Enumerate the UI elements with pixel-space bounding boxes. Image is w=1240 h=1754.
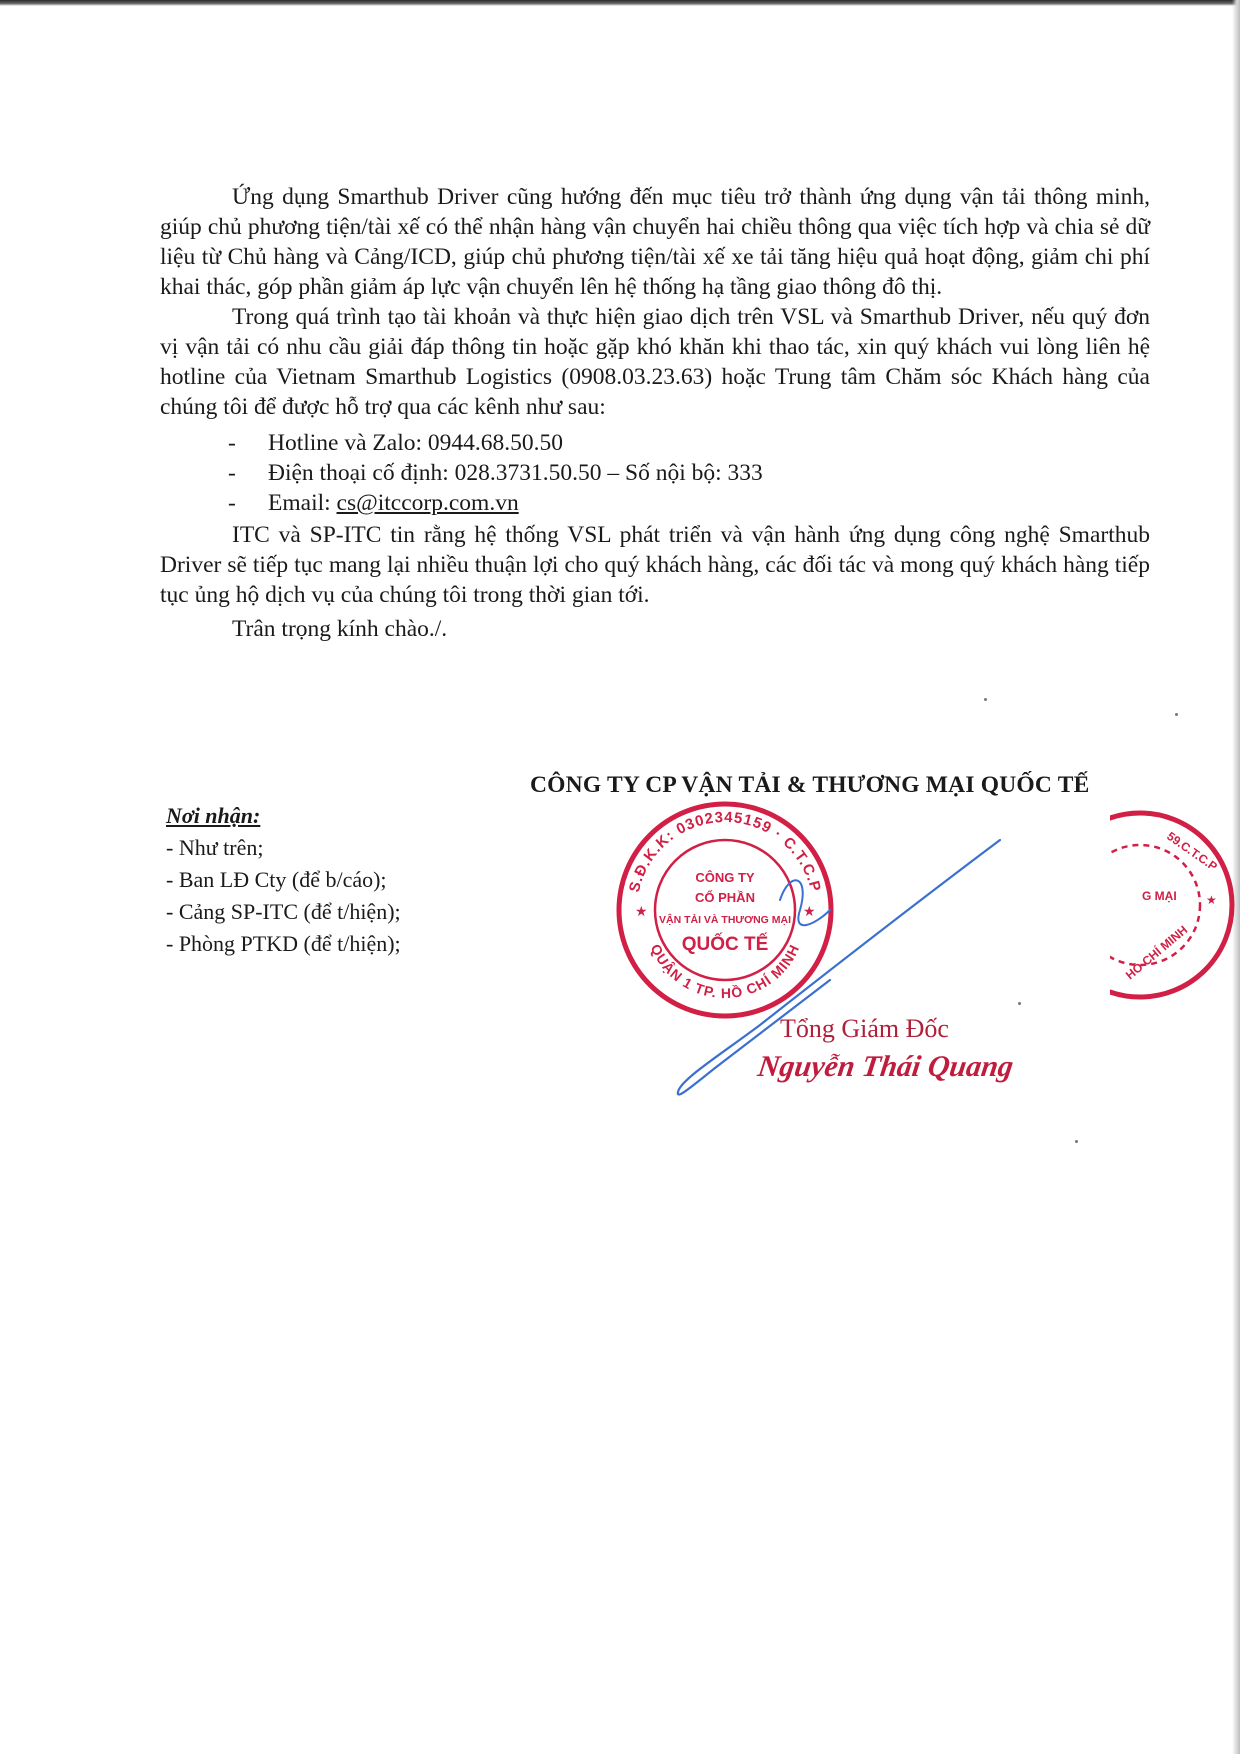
contact-list (160, 428, 1150, 518)
recipients-heading: Nơi nhận: (166, 803, 261, 828)
recipient-item: - Phòng PTKD (để t/hiện); (166, 931, 401, 956)
paragraph-smarthub-goal: Ứng dụng Smarthub Driver cũng hướng đến mục tiêu trở thành ứng dụng vận tải thông minh, giúp chủ phương tiện/tài xế có thể nhận hàng vận chuyển hai chiều thông qua việc tích hợp và chia sẻ dữ liệu từ Chủ hàng và Cảng/ICD, giúp chủ phương tiện/tài xế xe tải tăng hiệu quả hoạt động, giảm chi phí khai thác, góp phần giảm áp lực vận chuyển lên hệ thống hạ tầng giao thông đô thị. (160, 184, 1150, 300)
email-link[interactable]: cs@itccorp.com.vn (336, 490, 519, 516)
scan-speck (1075, 1140, 1078, 1143)
scan-speck (984, 698, 987, 701)
svg-text:★: ★ (1206, 893, 1217, 907)
company-name: CÔNG TY CP VẬN TẢI & THƯƠNG MẠI QUỐC TẾ (530, 772, 1090, 798)
partial-seal (1110, 800, 1240, 1000)
contact-phone: - Điện thoại cố định: 028.3731.50.50 – Số nội bộ: 333 (228, 460, 763, 486)
recipients-block (166, 800, 401, 960)
svg-text:CỔ PHẦN: CỔ PHẦN (695, 890, 755, 905)
recipient-item: - Cảng SP-ITC (để t/hiện); (166, 899, 401, 924)
paragraph-closing-statement: ITC và SP-ITC tin rằng hệ thống VSL phát triển và vận hành ứng dụng công nghệ Smarthub Driver sẽ tiếp tục mang lại nhiều thuận lợi cho quý khách hàng, các đối tác và mong quý khách hàng tiếp tục ủng hộ dịch vụ của chúng tôi trong thời gian tới. (160, 522, 1150, 608)
contact-email: - Email: cs@itccorp.com.vn (228, 490, 519, 516)
recipient-item: - Ban LĐ Cty (để b/cáo); (166, 867, 387, 892)
svg-text:QUỐC TẾ: QUỐC TẾ (681, 934, 769, 955)
svg-text:★: ★ (635, 904, 648, 920)
letter-body (160, 182, 1150, 644)
scan-speck (1175, 713, 1178, 716)
scan-edge-top (0, 0, 1240, 6)
paragraph-support-info: Trong quá trình tạo tài khoản và thực hiện giao dịch trên VSL và Smarthub Driver, nếu quý đơn vị vận tải có nhu cầu giải đáp thông tin hoặc gặp khó khăn khi thao tác, xin quý khách vui lòng liên hệ hotline của Vietnam Smarthub Logistics (0908.03.23.63) hoặc Trung tâm Chăm sóc Khách hàng của chúng tôi để được hỗ trợ qua các kênh như sau: (160, 304, 1150, 420)
svg-text:CÔNG TY: CÔNG TY (695, 870, 755, 885)
signer-name: Nguyễn Thái Quang (755, 1050, 1016, 1083)
svg-text:QUẬN 1 TP. HỒ CHÍ MINH: QUẬN 1 TP. HỒ CHÍ MINH (647, 941, 803, 1002)
scan-speck (1018, 1002, 1021, 1005)
svg-text:59.C.T.C.P: 59.C.T.C.P (1164, 828, 1220, 874)
svg-text:VẬN TẢI VÀ THƯƠNG MẠI: VẬN TẢI VÀ THƯƠNG MẠI (659, 914, 791, 926)
closing-salutation: Trân trọng kính chào./. (232, 616, 448, 642)
svg-text:G MẠI: G MẠI (1142, 889, 1177, 903)
svg-text:★: ★ (803, 904, 816, 920)
signer-title: Tổng Giám Đốc (780, 1014, 949, 1043)
contact-hotline: - Hotline và Zalo: 0944.68.50.50 (228, 430, 564, 456)
svg-text:HỒ CHÍ MINH: HỒ CHÍ MINH (1122, 922, 1191, 983)
svg-text:S.Đ.K.K: 0302345159 · C.T.C.P: S.Đ.K.K: 0302345159 · C.T.C.P (625, 808, 825, 895)
recipient-item: - Như trên; (166, 835, 264, 860)
